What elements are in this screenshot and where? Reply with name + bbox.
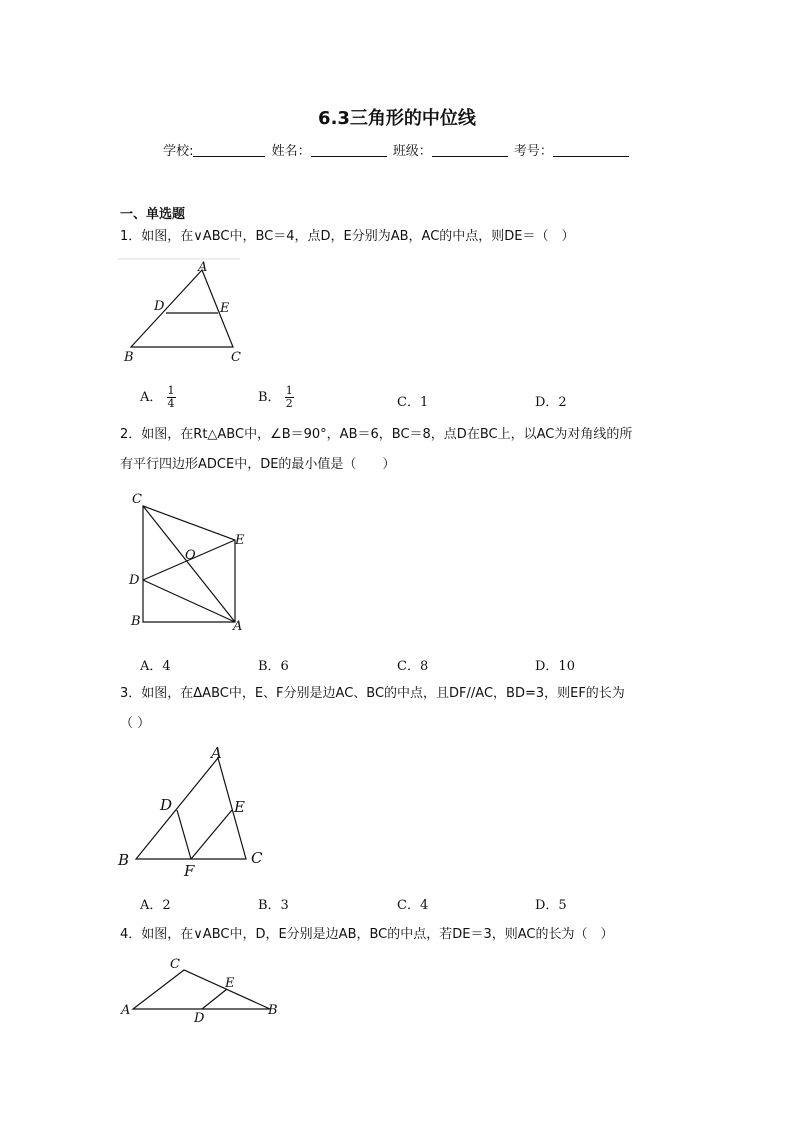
question-number: 4．: [120, 927, 142, 942]
figure-q3-triangle: [116, 742, 266, 880]
numerator: 1: [285, 384, 293, 397]
label-a: A: [198, 260, 208, 275]
figure-q4-triangle: [118, 954, 288, 1026]
section-heading: 一、单选题: [120, 207, 186, 222]
q1-option-c[interactable]: C．1: [397, 395, 429, 410]
class-blank[interactable]: [432, 142, 508, 157]
numerator: 1: [167, 384, 175, 397]
question-number: 3．: [120, 686, 142, 701]
question-3-stem: [120, 679, 680, 739]
label-f: F: [184, 862, 195, 880]
figure-q2-parallelogram: [125, 488, 255, 634]
label-e: E: [234, 798, 245, 816]
option-label: A．: [140, 390, 163, 405]
question-text: 如图，在ΔABC中，E、F分别是边AC、BC的中点，且DF//AC，BD=3，则EF的长为: [141, 686, 625, 701]
label-e: E: [225, 976, 235, 991]
q2-option-b[interactable]: B．6: [258, 659, 289, 674]
page-title: 6.3三角形的中位线: [318, 108, 476, 129]
question-text: 如图，在∨ABC中，D，E分别是边AB，BC的中点，若DE＝3，则AC的长为（ ）: [141, 927, 614, 942]
fraction-1-4: [167, 385, 176, 410]
question-2-stem: [120, 420, 680, 480]
question-text: 如图，在∨ABC中，BC＝4，点D，E分别为AB，AC的中点，则DE＝（ ）: [141, 229, 575, 244]
q3-option-b[interactable]: B．3: [258, 898, 289, 913]
q3-option-d[interactable]: D．5: [535, 898, 567, 913]
question-1-stem: [120, 222, 680, 252]
q3-option-a[interactable]: A．2: [140, 898, 171, 913]
question-number: 2．: [120, 427, 142, 442]
question-text-line-2: 有平行四边形ADCE中，DE的最小值是（ ）: [120, 457, 396, 472]
q1-option-b[interactable]: [258, 385, 294, 410]
label-b: B: [131, 614, 141, 629]
segment-df: [177, 810, 191, 859]
class-label: 班级：: [392, 144, 432, 159]
q2-option-c[interactable]: C．8: [397, 659, 429, 674]
student-info-line: [0, 140, 794, 159]
school-label: 学校:: [163, 144, 194, 159]
option-label: B．: [258, 390, 281, 405]
label-d: D: [154, 299, 165, 314]
label-d: D: [194, 1011, 205, 1026]
label-a: A: [121, 1003, 131, 1018]
triangle-abc: [136, 758, 246, 859]
label-c: C: [231, 350, 241, 365]
label-o: O: [185, 548, 196, 563]
label-c: C: [251, 849, 263, 867]
label-d: D: [160, 796, 173, 814]
label-b: B: [118, 851, 130, 869]
name-blank[interactable]: [311, 142, 387, 157]
question-number: 1．: [120, 229, 142, 244]
q1-option-d[interactable]: D．2: [535, 395, 567, 410]
q1-option-a[interactable]: [140, 385, 176, 410]
label-e: E: [220, 301, 230, 316]
label-b: B: [124, 350, 134, 365]
triangle-abc: [133, 970, 270, 1009]
q2-option-a[interactable]: A．4: [140, 659, 171, 674]
school-blank[interactable]: [193, 142, 265, 157]
segment-fe: [191, 810, 232, 859]
number-label: 考号：: [513, 144, 553, 159]
label-e: E: [235, 533, 245, 548]
name-label: 姓名：: [271, 144, 311, 159]
denominator: 2: [285, 397, 293, 410]
q2-option-d[interactable]: D．10: [535, 659, 575, 674]
fraction-1-2: [285, 385, 294, 410]
question-text-line-1: [120, 420, 680, 450]
segment-da: [143, 580, 235, 622]
number-blank[interactable]: [553, 142, 629, 157]
question-text: 如图，在Rt△ABC中，∠B＝90°，AB＝6，BC＝8，点D在BC上，以AC为对角线的所: [141, 427, 633, 442]
denominator: 4: [167, 397, 175, 410]
label-c: C: [132, 492, 142, 507]
question-text-line-1: [120, 679, 680, 709]
triangle-abc: [131, 270, 233, 347]
label-c: C: [170, 957, 180, 972]
figure-q1-triangle: [118, 256, 248, 368]
label-a: A: [233, 619, 243, 634]
question-4-stem: [120, 920, 680, 950]
q3-option-c[interactable]: C．4: [397, 898, 429, 913]
midline-de: [202, 989, 227, 1009]
label-b: B: [268, 1003, 278, 1018]
label-d: D: [129, 573, 140, 588]
label-a: A: [211, 744, 222, 762]
question-text-line-2: （ ）: [120, 716, 151, 731]
